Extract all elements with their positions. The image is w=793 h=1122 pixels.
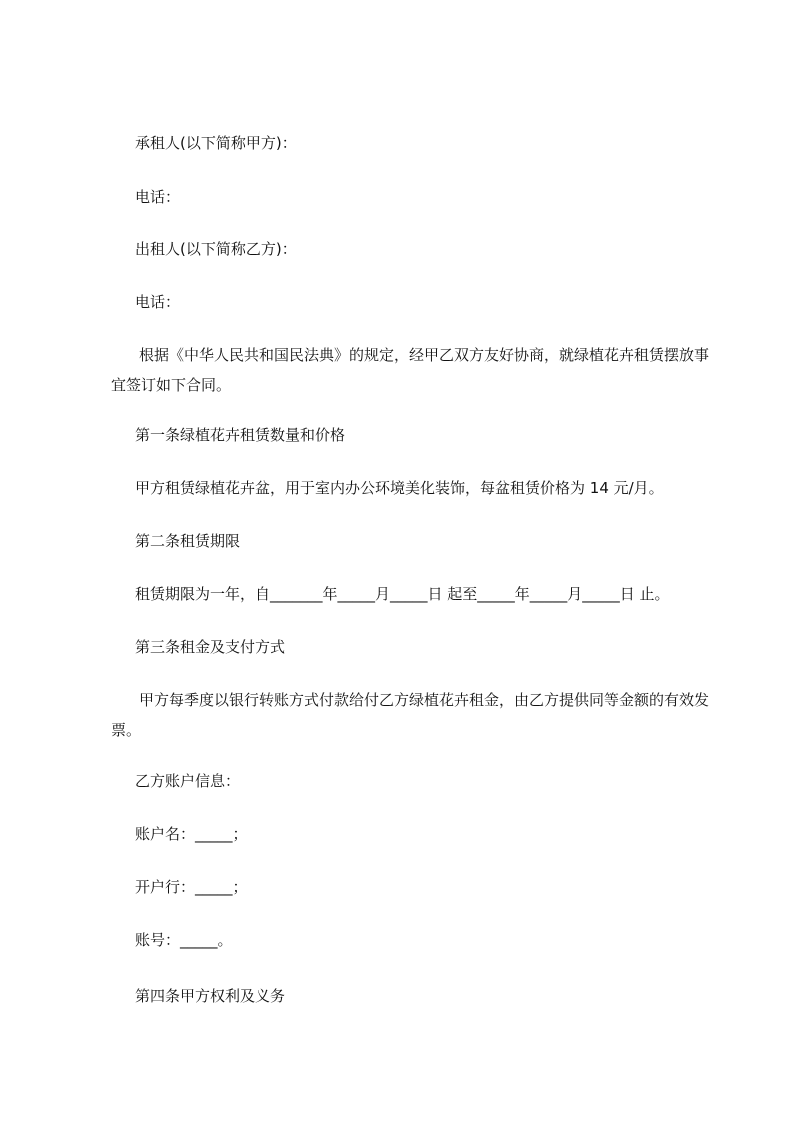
article1-text: 甲方租赁绿植花卉盆，用于室内办公环境美化装饰，每盆租赁价格为 14 元/月。 [135,479,664,497]
bank-name-line: 开户行：_____； [135,878,248,896]
preamble-paragraph: 根据《中华人民共和国民法典》的规定，经甲乙双方友好协商，就绿植花卉租赁摆放事宜签订如下合同。 [111,346,710,394]
article3-title: 第三条租金及支付方式 [135,638,286,656]
article2-title: 第二条租赁期限 [135,532,241,550]
lessee-phone-line: 电话： [135,188,181,206]
article4-title: 第四条甲方权利及义务 [135,987,286,1005]
lessor-phone-line: 电话： [135,293,181,311]
account-name-line: 账户名：_____； [135,825,248,843]
article3-text: 甲方每季度以银行转账方式付款给付乙方绿植花卉租金，由乙方提供同等金额的有效发票。 [111,691,710,739]
account-number-line: 账号：_____。 [135,931,233,949]
article1-title: 第一条绿植花卉租赁数量和价格 [135,426,346,444]
lessee-line: 承租人(以下简称甲方)： [135,134,297,152]
account-info-label: 乙方账户信息： [135,772,241,790]
article2-text: 租赁期限为一年，自_______年_____月_____日 起至_____年_____月_____日 止。 [135,585,670,603]
lessor-line: 出租人(以下简称乙方)： [135,240,297,258]
